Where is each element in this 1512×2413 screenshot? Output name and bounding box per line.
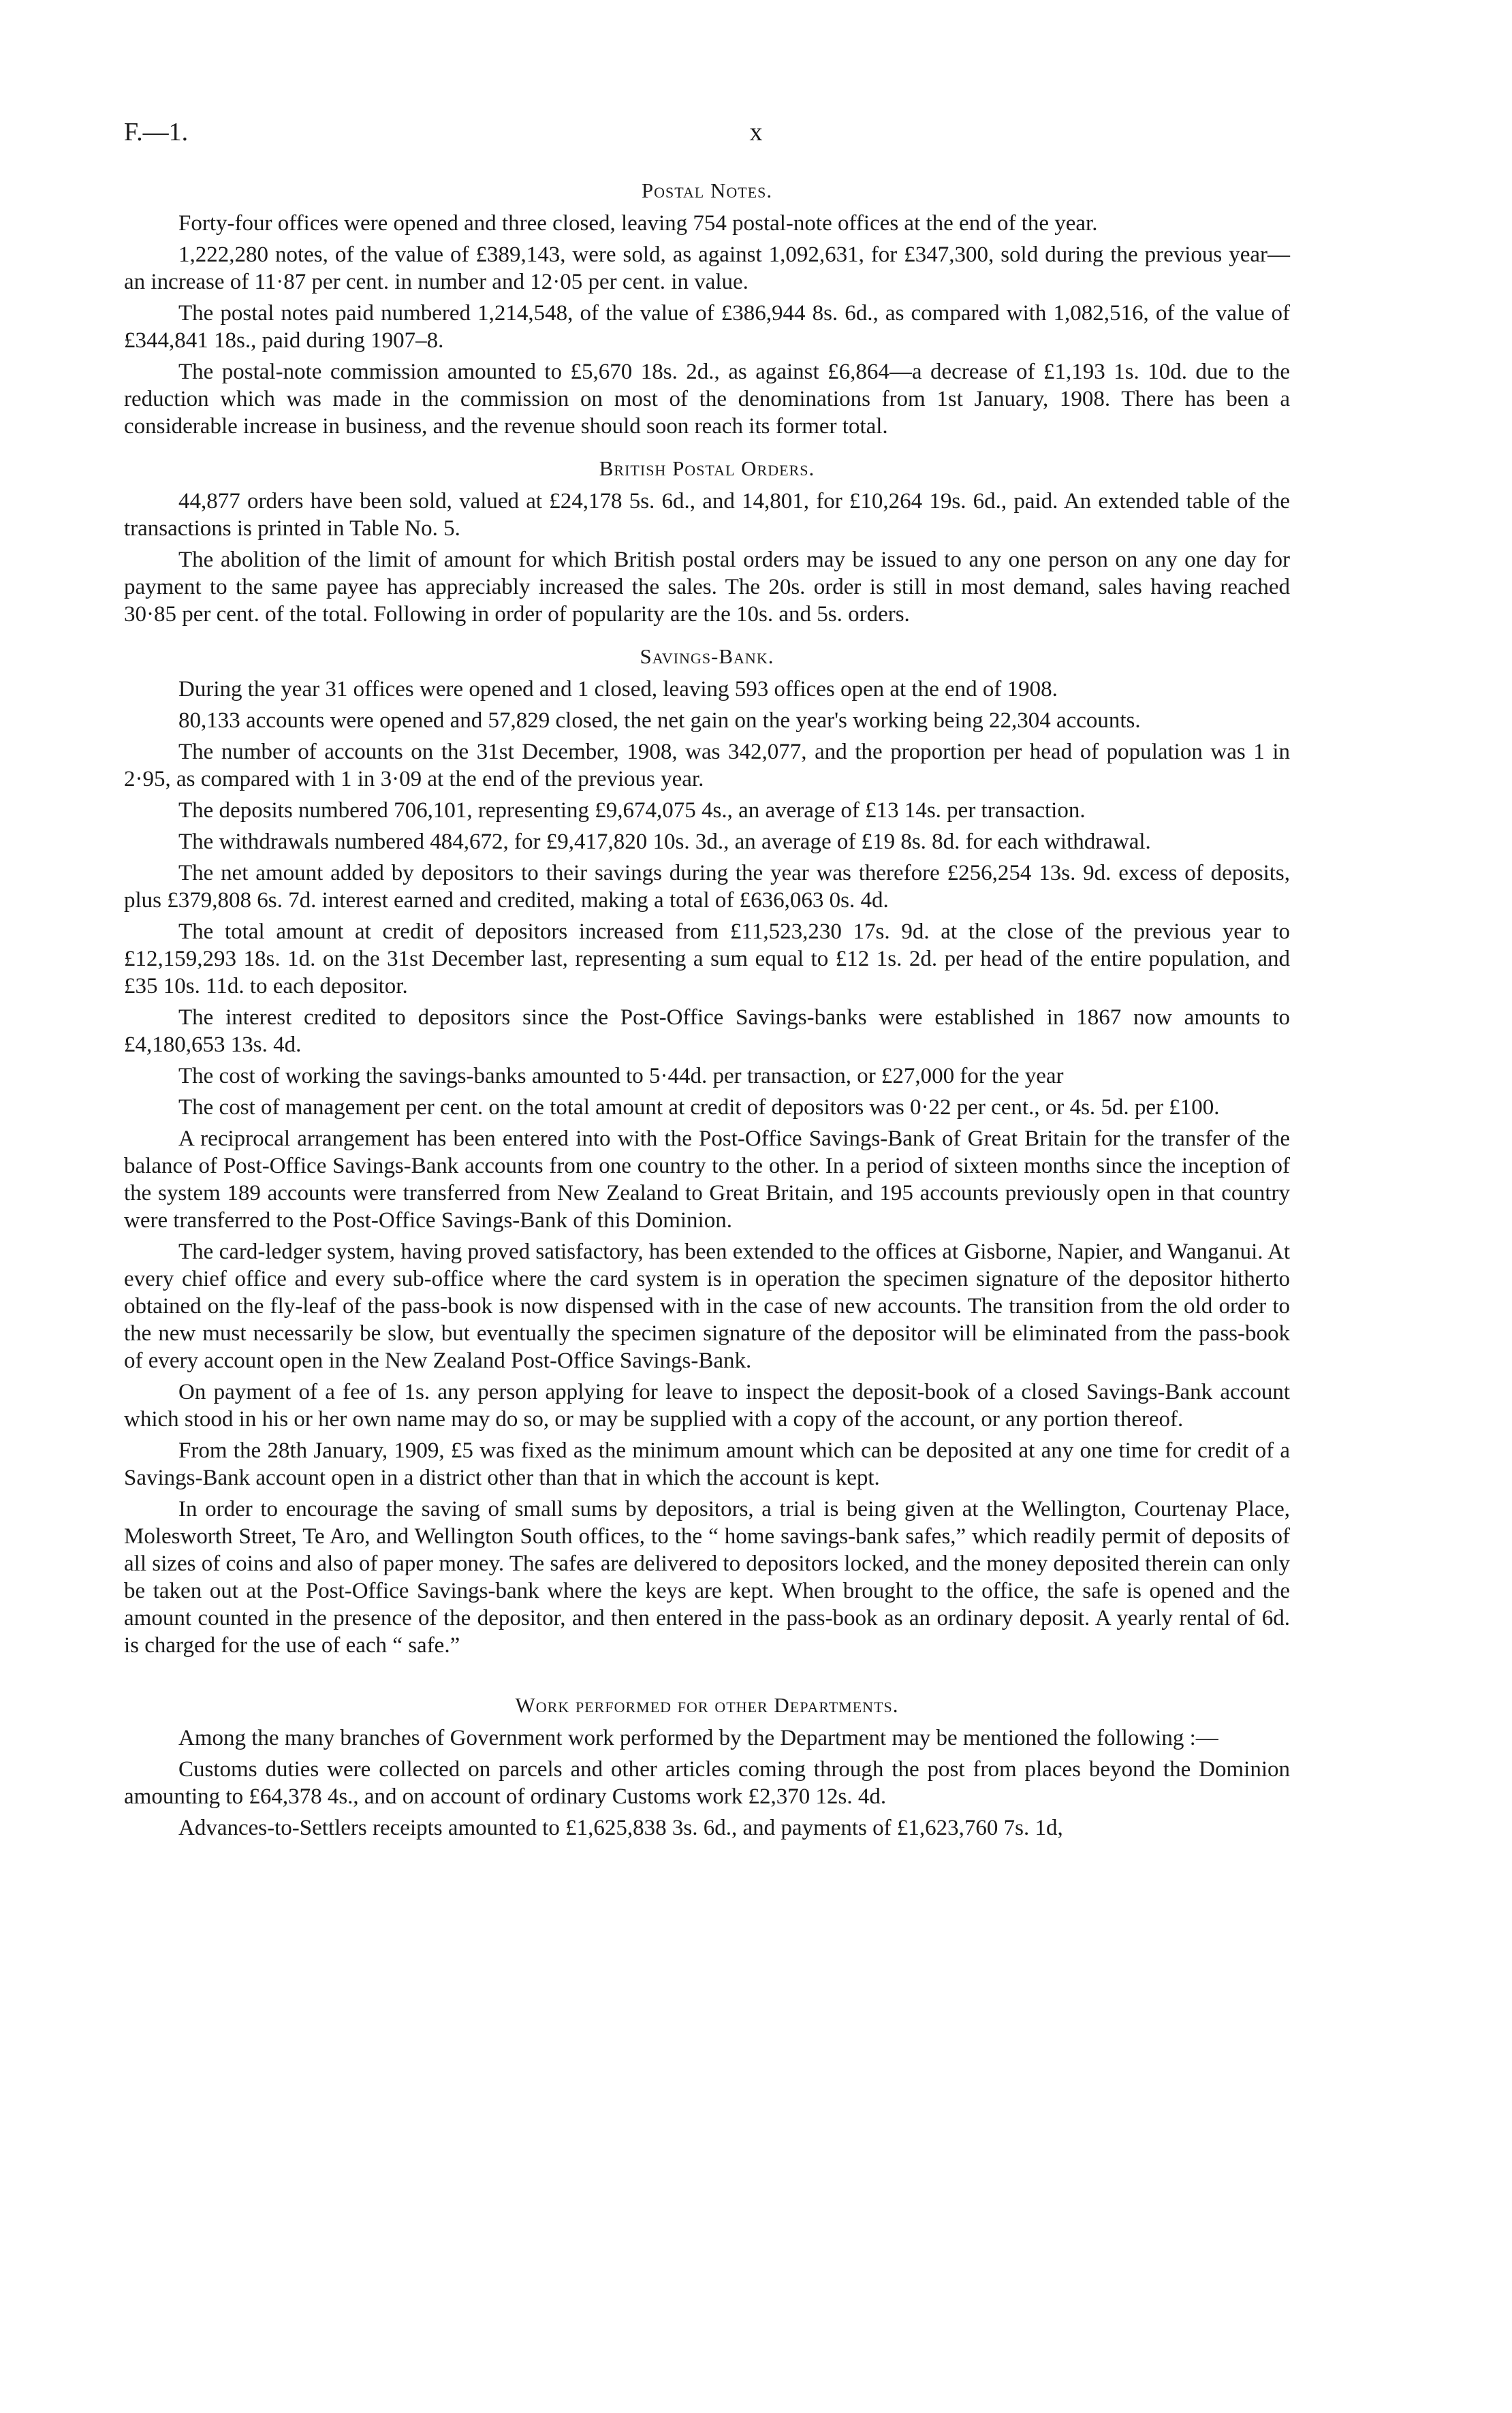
page-folio: x <box>749 118 763 146</box>
body-text <box>124 178 1290 1846</box>
section-heading: Work performed for other Departments. <box>515 1693 899 1717</box>
paragraph: The total amount at credit of depositors increased from £11,523,230 17s. 9d. at the close of the previous year to £12,159,293 18s. 1d. on the 31st December last, representing a sum equal to £12 1s. 2d. per head of the entire population, and £35 10s. 11d. to each depositor. <box>124 919 1290 998</box>
paragraph: Advances-to-Settlers receipts amounted to £1,625,838 3s. 6d., and payments of £1,623,760 7s. 1d, <box>178 1816 1063 1840</box>
paragraph: Forty-four offices were opened and three closed, leaving 754 postal-note offices at the end of the year. <box>178 211 1098 236</box>
paragraph: 80,133 accounts were opened and 57,829 closed, the net gain on the year's working being 22,304 accounts. <box>178 708 1141 733</box>
paragraph: The number of accounts on the 31st December, 1908, was 342,077, and the proportion per head of population was 1 in 2·95, as compared with 1 in 3·09 at the end of the previous year. <box>124 740 1290 791</box>
paragraph: 44,877 orders have been sold, valued at £24,178 5s. 6d., and 14,801, for £10,264 19s. 6d., paid. An extended table of the transactions is printed in Table No. 5. <box>124 489 1290 541</box>
section-savings-bank <box>124 644 1290 1659</box>
paragraph: The withdrawals numbered 484,672, for £9,417,820 10s. 3d., an average of £19 8s. 8d. for each withdrawal. <box>178 830 1151 854</box>
section-work-for-other-departments <box>124 1693 1290 1842</box>
running-head <box>124 117 1388 158</box>
paragraph: Among the many branches of Government work performed by the Department may be mentioned the following :— <box>178 1726 1218 1750</box>
paragraph: The cost of management per cent. on the total amount at credit of depositors was 0·22 per cent., or 4s. 5d. per £100. <box>178 1095 1220 1120</box>
paragraph: In order to encourage the saving of small sums by depositors, a trial is being given at the Wellington, Courtenay Place, Molesworth Street, Te Aro, and Wellington South offices, to the “ home savings-bank safes,” which readily permit of deposits of all sizes of coins and also of paper money. The safes are delivered to depositors locked, and the money deposited therein can only be taken out at the Post-Office Savings-bank where the keys are kept. When brought to the office, the safe is opened and the amount counted in the presence of the depositor, and then entered in the pass-book as an ordinary deposit. A yearly rental of 6d. is charged for the use of each “ safe.” <box>124 1497 1290 1658</box>
paragraph: The postal-note commission amounted to £5,670 18s. 2d., as against £6,864—a decrease of £1,193 1s. 10d. due to the reduction which was made in the commission on most of the denominations from 1st January, 1908. There has been a considerable increase in business, and the revenue should soon reach its former total. <box>124 360 1290 439</box>
paragraph: During the year 31 offices were opened and 1 closed, leaving 593 offices open at the end of 1908. <box>178 677 1058 701</box>
paragraph: Customs duties were collected on parcels and other articles coming through the post from places beyond the Dominion amounting to £64,378 4s., and on account of ordinary Customs work £2,370 12s. 4d. <box>124 1757 1290 1809</box>
paragraph: The cost of working the savings-banks amounted to 5·44d. per transaction, or £27,000 for the year <box>178 1064 1064 1088</box>
paragraph: The net amount added by depositors to their savings during the year was therefore £256,254 13s. 9d. excess of deposits, plus £379,808 6s. 7d. interest earned and credited, making a total of £636,063 0s. 4d. <box>124 861 1290 913</box>
paragraph: 1,222,280 notes, of the value of £389,143, were sold, as against 1,092,631, for £347,300, sold during the previous year—an increase of 11·87 per cent. in number and 12·05 per cent. in value. <box>124 242 1290 294</box>
paragraph: From the 28th January, 1909, £5 was fixed as the minimum amount which can be deposited at any one time for credit of a Savings-Bank account open in a district other than that in which the account is kept. <box>124 1438 1290 1490</box>
parliamentary-paper-ref: F.—1. <box>124 118 189 146</box>
paragraph: The interest credited to depositors since the Post-Office Savings-banks were established in 1867 now amounts to £4,180,653 13s. 4d. <box>124 1005 1290 1057</box>
paragraph: The abolition of the limit of amount for which British postal orders may be issued to any one person on any one day for payment to the same payee has appreciably increased the sales. The 20s. order is still in most demand, sales having reached 30·85 per cent. of the total. Following in order of popularity are the 10s. and 5s. orders. <box>124 548 1290 627</box>
section-heading: Postal Notes. <box>641 178 773 202</box>
section-british-postal-orders <box>124 456 1290 628</box>
paragraph: The deposits numbered 706,101, representing £9,674,075 4s., an average of £13 14s. per transaction. <box>178 798 1086 823</box>
section-heading: Savings-Bank. <box>640 644 774 668</box>
paragraph: On payment of a fee of 1s. any person applying for leave to inspect the deposit-book of a closed Savings-Bank account which stood in his or her own name may do so, or may be supplied with a copy of the account, or any portion thereof. <box>124 1380 1290 1432</box>
paragraph: The postal notes paid numbered 1,214,548, of the value of £386,944 8s. 6d., as compared with 1,082,516, of the value of £344,841 18s., paid during 1907–8. <box>124 301 1290 353</box>
section-postal-notes <box>124 178 1290 440</box>
paragraph: A reciprocal arrangement has been entered into with the Post-Office Savings-Bank of Great Britain for the transfer of the balance of Post-Office Savings-Bank accounts from one country to the other. In a period of sixteen months since the inception of the system 189 accounts were transferred from New Zealand to Great Britain, and 195 accounts previously open in that country were transferred to the Post-Office Savings-Bank of this Dominion. <box>124 1126 1290 1233</box>
section-heading: British Postal Orders. <box>599 456 815 480</box>
paragraph: The card-ledger system, having proved satisfactory, has been extended to the offices at Gisborne, Napier, and Wanganui. At every chief office and every sub-office where the card system is in operation the specimen signature of the depositor hitherto obtained on the fly-leaf of the pass-book is now dispensed with in the case of new accounts. The transition from the old order to the new must necessarily be slow, but eventually the specimen signature of the depositor will be eliminated from the pass-book of every account open in the New Zealand Post-Office Savings-Bank. <box>124 1240 1290 1373</box>
